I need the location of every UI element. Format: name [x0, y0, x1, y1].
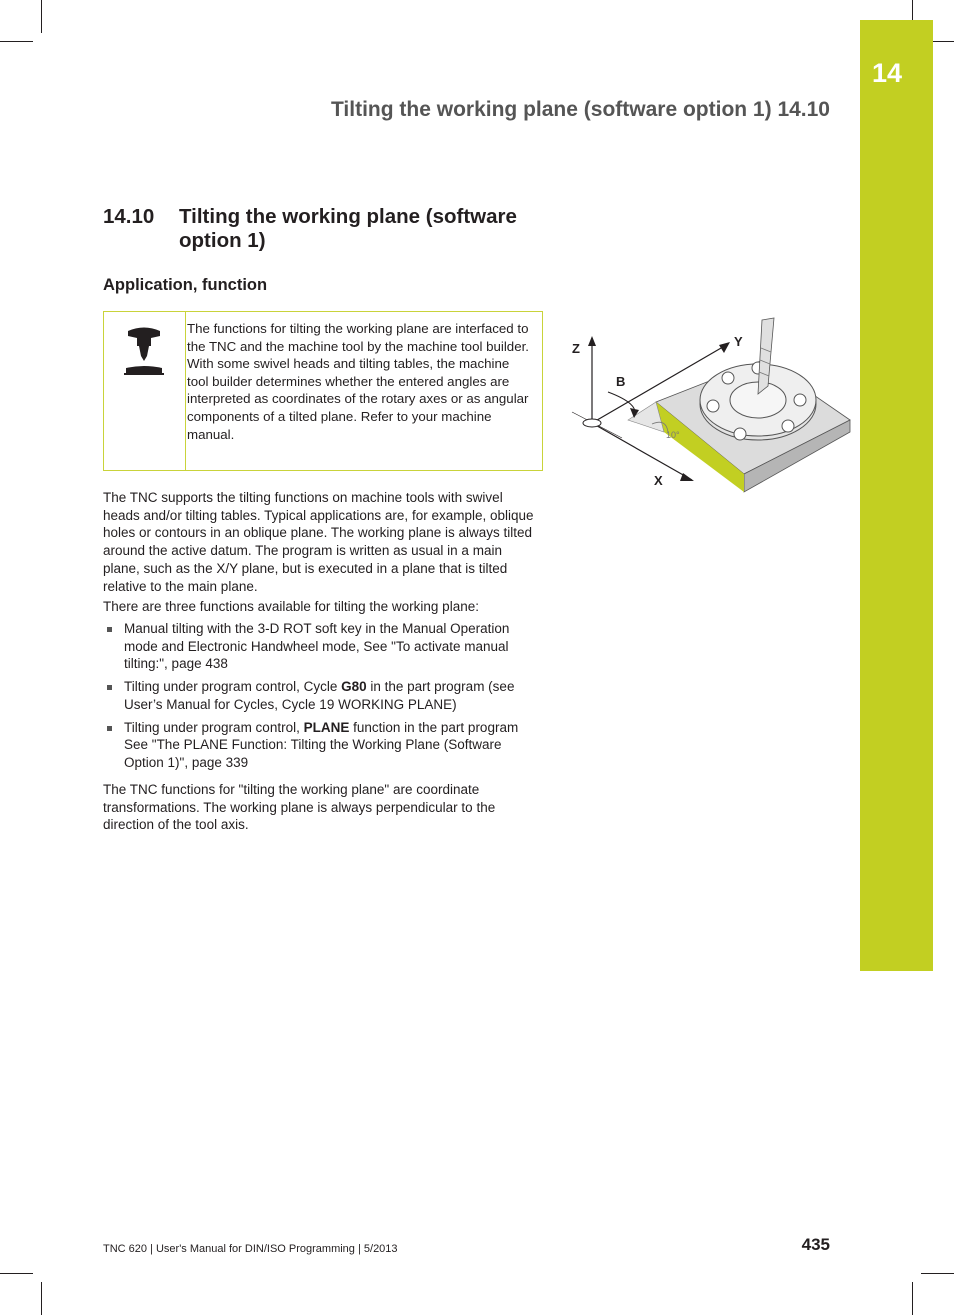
list-item-text: Manual tilting with the 3-D ROT soft key in the Manual Operation mode and Electronic Handwheel mode, See "To activate manual tilting:", page 438: [124, 621, 510, 672]
angle-label: 10°: [666, 430, 680, 440]
chapter-number: 14: [872, 58, 903, 88]
paragraph: There are three functions available for tilting the working plane:: [103, 599, 479, 614]
keyword: G80: [341, 679, 367, 695]
crop-mark: [912, 1282, 913, 1315]
bullet-icon: [107, 627, 112, 632]
footer-text: TNC 620 | User's Manual for DIN/ISO Programming | 5/2013: [103, 1243, 398, 1255]
function-list: [103, 620, 539, 777]
note-text: The functions for tilting the working plane are interfaced to the TNC and the machine tool by the machine tool builder. With some swivel heads and tilting tables, the machine tool builder determines whether the entered angles are interpreted as coordinates of the rotary axes or as angular components of a tilted plane. Refer to your machine manual.: [187, 321, 529, 442]
note-divider: [185, 312, 186, 470]
axis-label-y: Y: [734, 334, 743, 349]
list-item-text: in the part program (see User’s Manual for Cycles, Cycle 19 WORKING PLANE): [124, 679, 515, 712]
tilted-plane-figure: [568, 308, 854, 500]
running-header: Tilting the working plane (software option 1) 14.10: [330, 98, 830, 121]
list-item: [103, 620, 539, 673]
list-item-text: function in the part program See "The PLANE Function: Tilting the Working Plane (Software Option 1)", page 339: [124, 719, 519, 770]
crop-mark: [41, 1282, 42, 1315]
keyword: PLANE: [303, 719, 350, 735]
machine-tool-icon: [124, 324, 164, 376]
subheading: Application, function: [103, 276, 268, 294]
chapter-tab: [860, 20, 933, 971]
page-number: 435: [801, 1235, 830, 1254]
axis-label-x: X: [654, 473, 663, 488]
crop-mark: [921, 1273, 954, 1274]
section-title-text: Tilting the working plane (software option 1): [179, 205, 517, 252]
paragraph: The TNC supports the tilting functions on machine tools with swivel heads and/or tilting tables. Typical applications are, for example, oblique holes or contours in an oblique plane. The working plane is always tilted around the active datum. The program is written as usual in a main plane, such as the X/Y plane, but is executed in a plane that is tilted relative to the main plane.: [103, 490, 534, 594]
paragraph: The TNC functions for "tilting the working plane" are coordinate transformations. The working plane is always perpendicular to the direction of the tool axis.: [103, 782, 496, 833]
list-item: [103, 678, 539, 713]
list-item: [103, 719, 539, 772]
crop-mark: [0, 1273, 33, 1274]
axis-label-b: B: [616, 374, 626, 389]
note-box: [103, 311, 543, 471]
list-item-text: Tilting under program control,: [124, 719, 304, 735]
crop-mark: [0, 41, 33, 42]
list-item-text: Tilting under program control, Cycle: [124, 679, 342, 695]
bullet-icon: [107, 726, 112, 731]
axis-label-z: Z: [572, 341, 580, 356]
section-number: 14.10: [103, 205, 155, 228]
crop-mark: [41, 0, 42, 33]
bullet-icon: [107, 685, 112, 690]
